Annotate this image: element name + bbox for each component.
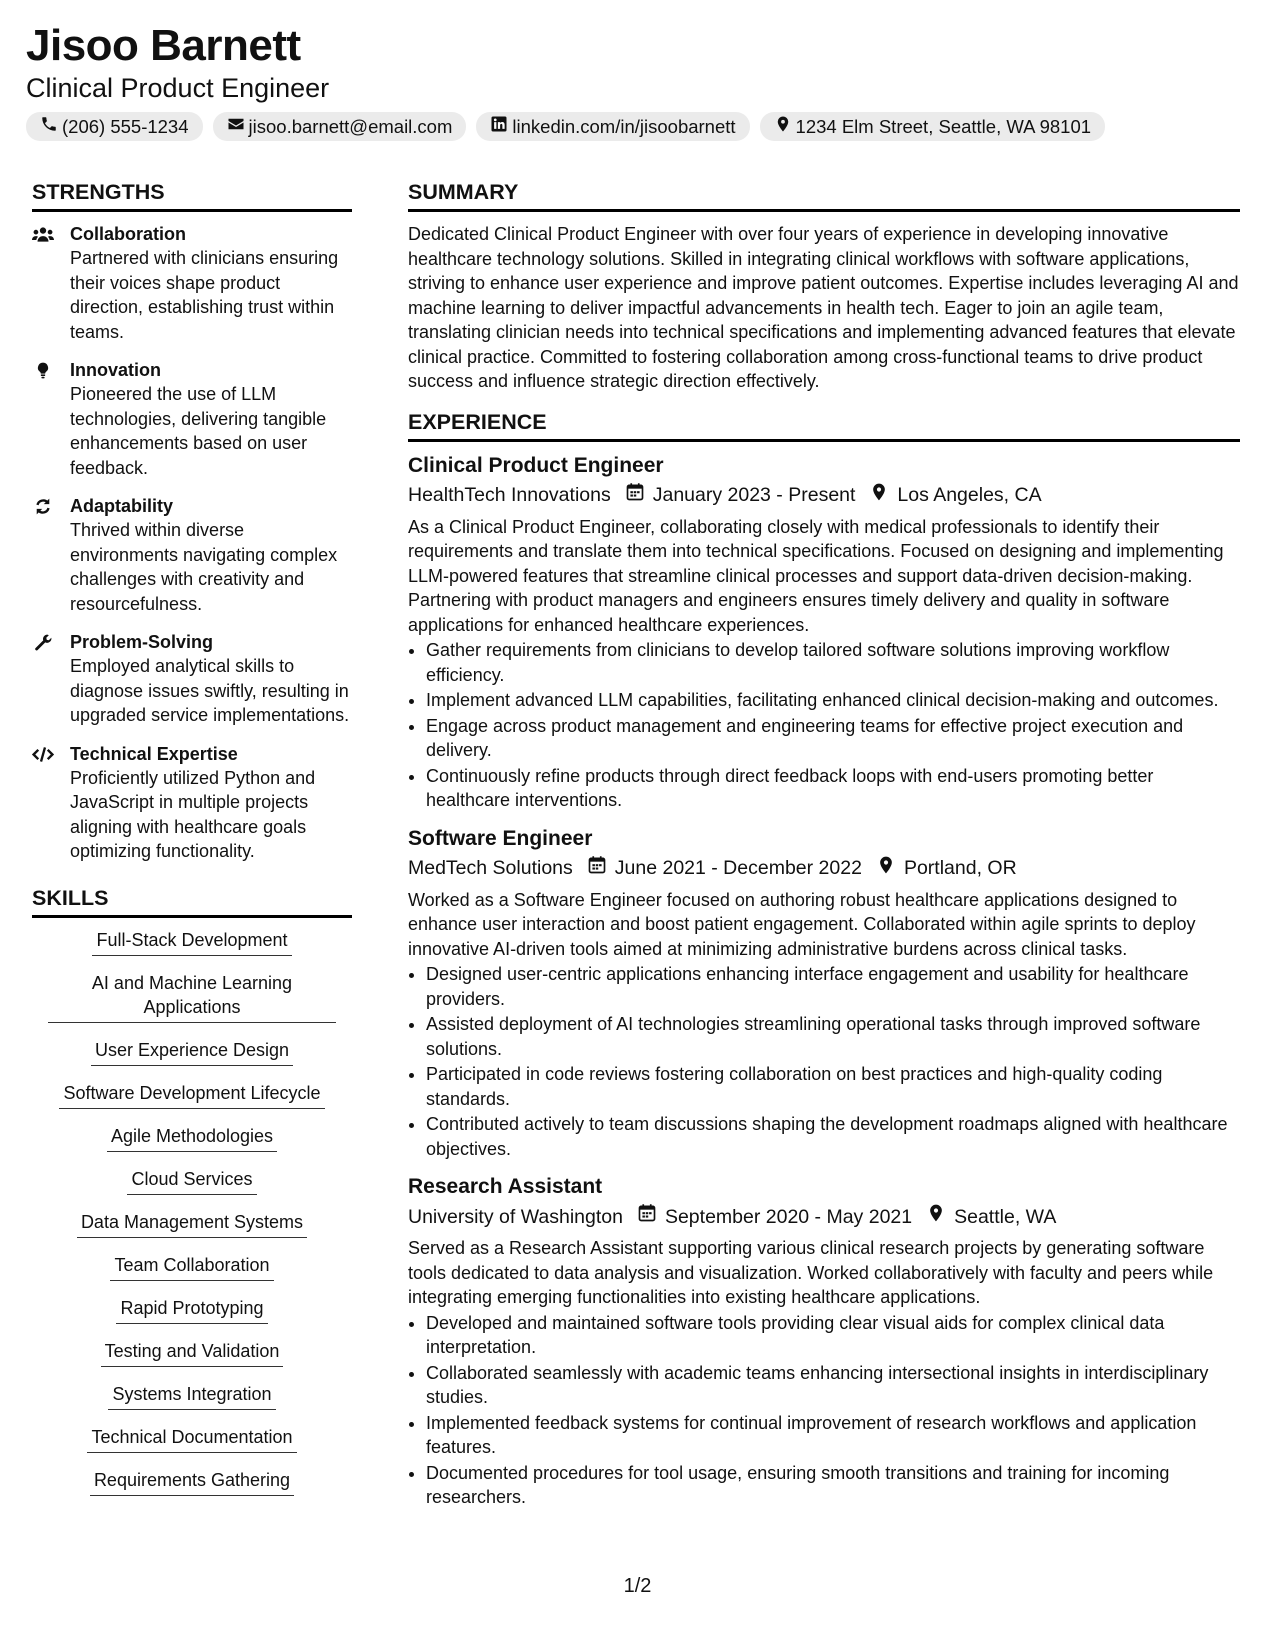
strength-desc: Pioneered the use of LLM technologies, delivering tangible enhancements based on user feedback. <box>70 384 327 478</box>
map-pin-icon <box>862 855 904 882</box>
contact-phone-text: (206) 555-1234 <box>62 115 189 137</box>
resume-header <box>26 20 1246 141</box>
list-item: • Contributed actively to team discussions shaping the development roadmaps aligned with healthcare objectives. <box>426 1112 1240 1161</box>
job-dates: January 2023 - Present <box>652 484 856 506</box>
contact-address-text: 1234 Elm Street, Seattle, WA 98101 <box>795 115 1092 137</box>
strength-title: Innovation <box>70 360 161 380</box>
strength-item <box>32 630 352 728</box>
strength-title: Collaboration <box>70 224 186 244</box>
skills-heading: SKILLS <box>32 884 352 918</box>
map-pin-icon <box>912 1203 954 1230</box>
contact-linkedin-text: linkedin.com/in/jisoobarnett <box>512 115 736 137</box>
job-description: Served as a Research Assistant supporting various clinical research projects by generating software tools dedicated to data analysis and visualization. Worked collaboratively with faculty and peers while integrating emerging functionalities into existing healthcare applications. <box>408 1238 1214 1307</box>
list-item: • Implemented feedback systems for continual improvement of research workflows and application features. <box>426 1411 1240 1460</box>
strength-desc: Partnered with clinicians ensuring their voices shape product direction, establishing trust within teams. <box>70 248 339 342</box>
strength-title: Adaptability <box>70 496 174 516</box>
calendar-icon <box>623 1203 665 1230</box>
contact-address <box>760 112 1106 141</box>
job-meta <box>408 482 1240 509</box>
contact-email[interactable] <box>213 112 467 141</box>
list-item: • Collaborated seamlessly with academic teams enhancing intersectional insights in interdisciplinary studies. <box>426 1361 1240 1410</box>
contact-email-text: jisoo.barnett@email.com <box>248 115 453 137</box>
job-meta <box>408 855 1240 882</box>
job-description: Worked as a Software Engineer focused on authoring robust healthcare applications designed to enhance user interaction and boost patient engagement. Collaborated within agile sprints to deploy innovative AI-driven tools aimed at minimizing administrative burdens across clinical tasks. <box>408 889 1196 959</box>
skill-tag: Cloud Services <box>127 1167 256 1195</box>
strength-item <box>32 358 352 480</box>
strengths-heading: STRENGTHS <box>32 178 352 212</box>
skill-tag: Technical Documentation <box>87 1425 296 1453</box>
users-icon <box>32 222 70 344</box>
contact-phone[interactable] <box>26 112 203 141</box>
summary-text: Dedicated Clinical Product Engineer with over four years of experience in developing innovative healthcare technology solutions. Skilled in integrating clinical workflows with software applications, striving to enhance user experience and improve patient outcomes. Expertise includes leveraging AI and machine learning to deliver impactful advancements in health tech. Eager to join an agile team, translating clinician needs into technical specifications and implementing advanced features that elevate clinical practice. Committed to fostering collaboration among cross-functional teams to drive product success and influence strategic direction effectively. <box>408 224 1239 391</box>
left-column <box>32 178 352 1511</box>
skill-tag: Requirements Gathering <box>90 1468 294 1496</box>
list-item: • Assisted deployment of AI technologies streamlining operational tasks through improved software solutions. <box>426 1012 1240 1061</box>
right-column <box>408 178 1240 1522</box>
wrench-icon <box>32 630 70 728</box>
map-pin-icon <box>774 115 792 138</box>
skill-tag: Agile Methodologies <box>107 1124 277 1152</box>
contact-linkedin[interactable] <box>476 112 749 141</box>
skills-list <box>32 928 352 1511</box>
job-company: HealthTech Innovations <box>408 484 611 506</box>
job-location: Portland, OR <box>903 857 1017 879</box>
job-dates: June 2021 - December 2022 <box>614 857 862 879</box>
lightbulb-icon <box>32 358 70 480</box>
linkedin-icon <box>490 115 508 138</box>
skill-tag: AI and Machine Learning Applications <box>48 971 336 1023</box>
list-item: • Gather requirements from clinicians to develop tailored software solutions improving workflow efficiency. <box>426 638 1240 687</box>
code-icon <box>32 742 70 864</box>
skill-tag: Team Collaboration <box>110 1253 273 1281</box>
job-bullets <box>408 962 1240 1161</box>
job-bullets <box>408 1311 1240 1510</box>
skill-tag: Testing and Validation <box>101 1339 284 1367</box>
strength-item <box>32 742 352 864</box>
list-item: • Continuously refine products through direct feedback loops with end-users promoting better healthcare interventions. <box>426 764 1240 813</box>
calendar-icon <box>573 855 615 882</box>
skill-tag: Data Management Systems <box>77 1210 307 1238</box>
strength-title: Problem-Solving <box>70 632 214 652</box>
sync-icon <box>32 494 70 616</box>
envelope-icon <box>227 115 245 138</box>
job-title: Research Assistant <box>408 1175 603 1198</box>
calendar-icon <box>611 482 653 509</box>
job-company: University of Washington <box>408 1205 623 1228</box>
candidate-name: Jisoo Barnett <box>26 21 301 70</box>
list-item: • Participated in code reviews fostering collaboration on best practices and high-quality coding standards. <box>426 1062 1240 1111</box>
list-item: • Designed user-centric applications enhancing interface engagement and usability for healthcare providers. <box>426 962 1240 1011</box>
phone-icon <box>40 115 58 138</box>
strength-item <box>32 494 352 616</box>
summary-heading: SUMMARY <box>408 178 1240 212</box>
strength-desc: Proficiently utilized Python and JavaScript in multiple projects aligning with healthcare goals optimizing functionality. <box>70 767 316 861</box>
job-dates: September 2020 - May 2021 <box>664 1205 913 1228</box>
strength-title: Technical Expertise <box>70 743 238 764</box>
list-item: • Implement advanced LLM capabilities, facilitating enhanced clinical decision-making and outcomes. <box>426 688 1240 713</box>
skill-tag: Software Development Lifecycle <box>59 1081 324 1109</box>
experience-heading: EXPERIENCE <box>408 408 1240 442</box>
map-pin-icon <box>855 482 897 509</box>
list-item: • Engage across product management and engineering teams for effective project execution and delivery. <box>426 714 1240 763</box>
skill-tag: User Experience Design <box>91 1038 293 1066</box>
skill-tag: Rapid Prototyping <box>116 1296 267 1324</box>
job-location: Los Angeles, CA <box>897 484 1042 506</box>
job-title: Clinical Product Engineer <box>408 453 664 477</box>
job-entry <box>408 825 1240 1162</box>
job-bullets <box>408 638 1240 813</box>
candidate-title: Clinical Product Engineer <box>26 73 330 103</box>
skill-tag: Systems Integration <box>108 1382 275 1410</box>
strength-item <box>32 222 352 344</box>
job-location: Seattle, WA <box>954 1205 1057 1228</box>
page-number: 1/2 <box>623 1575 652 1597</box>
job-title: Software Engineer <box>408 826 593 850</box>
job-company: MedTech Solutions <box>408 857 573 879</box>
strength-desc: Thrived within diverse environments navigating complex challenges with creativity and resourcefulness. <box>70 520 338 614</box>
list-item: • Documented procedures for tool usage, ensuring smooth transitions and training for incoming researchers. <box>426 1461 1240 1510</box>
strength-desc: Employed analytical skills to diagnose issues swiftly, resulting in upgraded service implementations. <box>70 656 350 725</box>
job-description: As a Clinical Product Engineer, collaborating closely with medical professionals to identify their requirements and translate them into technical specifications. Focused on designing and implementing LLM-powered features that streamline clinical processes and support data-driven decision-making. Partnering with product managers and engineers ensures timely delivery and quality in software applications for enhanced healthcare experiences. <box>408 516 1224 635</box>
job-entry <box>408 1173 1240 1510</box>
job-meta <box>408 1203 1240 1230</box>
skill-tag: Full-Stack Development <box>92 928 291 956</box>
contact-bar <box>26 112 1246 141</box>
job-entry <box>408 452 1240 813</box>
list-item: • Developed and maintained software tools providing clear visual aids for complex clinical data interpretation. <box>426 1311 1240 1360</box>
